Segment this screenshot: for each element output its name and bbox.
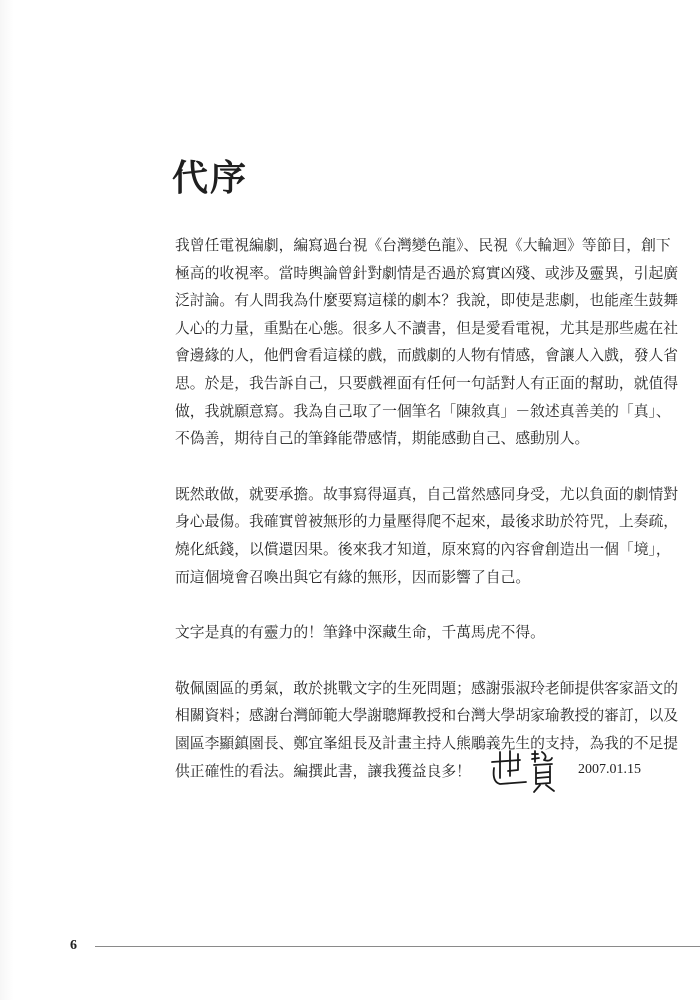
text-line: 相關資料；感謝台灣師範大學謝聰輝教授和台灣大學胡家瑜教授的審訂，以及 <box>175 707 679 725</box>
text-line: 既然敢做，就要承擔。故事寫得逼真，自己當然感同身受，尤以負面的劇情對 <box>175 485 679 503</box>
footer-divider <box>95 946 700 947</box>
text-line: 文字是真的有靈力的！筆鋒中深藏生命，千萬馬虎不得。 <box>175 624 545 642</box>
handwritten-signature <box>486 748 576 794</box>
text-line: 敬佩園區的勇氣，敢於挑戰文字的生死問題；感謝張淑玲老師提供客家語文的 <box>175 679 679 697</box>
text-line: 我曾任電視編劇，編寫過台視《台灣變色龍》、民視《大輪迴》等節目，創下 <box>175 237 671 254</box>
text-line: 人心的力量，重點在心態。很多人不讀書，但是愛看電視，尤其是那些處在社 <box>175 319 679 337</box>
signature-date: 2007.01.15 <box>578 762 641 777</box>
text-line: 做，我就願意寫。我為自己取了一個筆名「陳敘真」－敘述真善美的「真」、 <box>175 402 671 420</box>
text-line: 園區李顯鎮園長、鄭宜峯組長及計畫主持人熊鵰義先生的支持，為我的不足提 <box>175 734 679 752</box>
text-line: 不偽善，期待自己的筆鋒能帶感情，期能感動自己、感動別人。 <box>175 430 590 448</box>
text-line: 思。於是，我告訴自己，只要戲裡面有任何一句話對人有正面的幫助，就值得 <box>175 374 679 392</box>
text-line: 極高的收視率。當時輿論曾針對劇情是否過於寫實凶殘、或涉及靈異，引起廣 <box>175 264 679 282</box>
page-title: 代序 <box>172 158 249 199</box>
preface-body <box>175 232 679 813</box>
text-line: 會邊緣的人，他們會看這樣的戲，而戲劇的人物有情感，會讓人入戲，發人省 <box>175 347 679 365</box>
text-line: 身心最傷。我確實曾被無形的力量壓得爬不起來，最後求助於符咒，上奏疏， <box>175 513 679 531</box>
text-line: 泛討論。有人問我為什麼要寫這樣的劇本？我說，即使是悲劇，也能產生鼓舞 <box>175 292 679 310</box>
page-number: 6 <box>70 938 77 953</box>
paragraph-2 <box>175 481 679 591</box>
text-line: 燒化紙錢，以償還因果。後來我才知道，原來寫的內容會創造出一個「境」， <box>175 540 671 558</box>
text-line: 而這個境會召喚出與它有緣的無形，因而影響了自己。 <box>175 568 531 586</box>
text-line: 供正確性的看法。編撰此書，讓我獲益良多！ <box>175 762 471 780</box>
paragraph-3 <box>175 619 645 647</box>
signature-block <box>486 748 676 798</box>
paragraph-1 <box>175 232 679 453</box>
